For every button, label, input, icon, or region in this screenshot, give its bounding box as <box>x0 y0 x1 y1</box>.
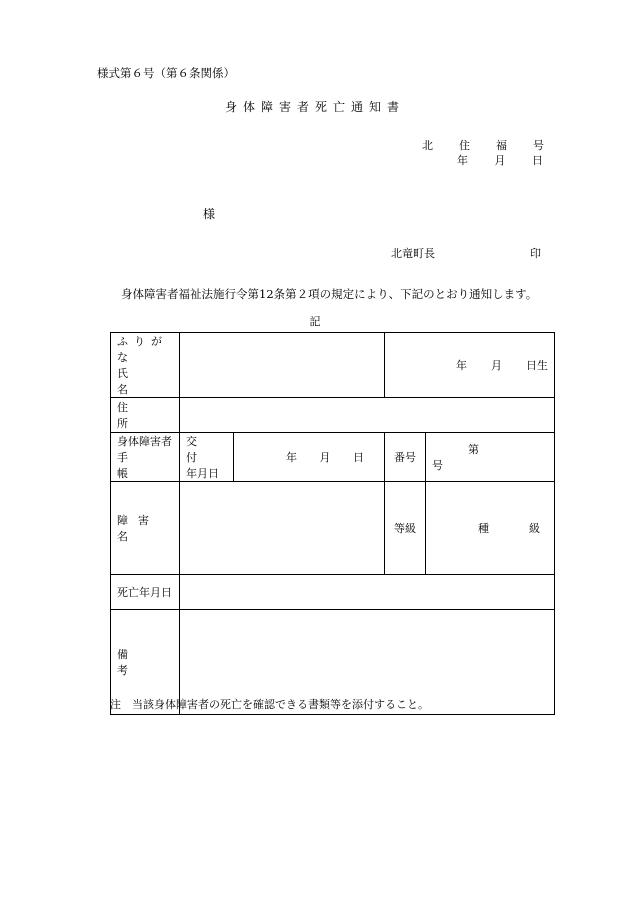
disability-label-cell <box>111 482 180 575</box>
form-number: 様式第６号（第６条関係） <box>97 66 235 80</box>
sender-name: 北竜町長 <box>391 247 435 260</box>
addressee-suffix: 様 <box>203 207 216 221</box>
furigana-text: ふりがな <box>117 335 168 364</box>
doc-number-part: 福 <box>496 139 507 152</box>
name-label-cell <box>111 333 180 398</box>
address-label: 住所 <box>117 401 154 430</box>
death-date-field[interactable] <box>180 575 555 610</box>
issue-day-label: 日 <box>353 451 364 464</box>
address-field[interactable] <box>180 398 555 433</box>
table-row <box>111 482 555 575</box>
remarks-label: 備考 <box>117 648 156 677</box>
number-field[interactable] <box>426 433 555 482</box>
number-label: 番号 <box>394 451 416 464</box>
seal-mark: 印 <box>530 247 541 260</box>
issue-label-1: 交付 <box>186 435 207 464</box>
table-row <box>111 433 555 482</box>
issue-month-label: 月 <box>319 451 331 464</box>
disability-field[interactable] <box>180 482 385 575</box>
handbook-label-cell <box>111 433 180 482</box>
doc-number-part: 号 <box>533 139 544 152</box>
doc-number-part: 北 <box>422 139 433 152</box>
death-date-label: 死亡年月日 <box>117 586 172 599</box>
notification-table <box>110 332 555 715</box>
grade-type-label: 種 <box>478 522 489 535</box>
table-row <box>111 333 555 398</box>
birth-date-field[interactable] <box>385 333 555 398</box>
date-year-label: 年 <box>457 154 468 167</box>
number-prefix: 第 <box>468 443 479 456</box>
grade-label: 等級 <box>394 522 416 535</box>
disability-label: 障害名 <box>117 514 159 543</box>
number-label-cell <box>385 433 426 482</box>
name-text: 氏名 <box>117 367 156 396</box>
table-row <box>111 398 555 433</box>
handbook-label-2: 手帳 <box>117 451 156 480</box>
death-date-label-cell <box>111 575 180 610</box>
name-field[interactable] <box>180 333 385 398</box>
document-title: 身体障害者死亡通知書 <box>224 100 405 114</box>
issue-date-field[interactable] <box>234 433 385 482</box>
table-row <box>111 575 555 610</box>
birth-year-label: 年 <box>456 359 467 372</box>
grade-level-label: 級 <box>529 522 540 535</box>
issue-year-label: 年 <box>286 451 297 464</box>
furigana-label <box>117 333 173 365</box>
ki-heading: 記 <box>309 315 321 328</box>
date-day-label: 日 <box>532 154 543 167</box>
body-text: 身体障害者福祉法施行令第12条第２項の規定により、下記のとおり通知します。 <box>121 287 538 301</box>
number-suffix: 号 <box>432 459 443 472</box>
grade-label-cell <box>385 482 426 575</box>
name-label <box>117 365 173 397</box>
footnote: 注 当該身体障害者の死亡を確認できる書類等を添付すること。 <box>110 698 429 711</box>
document-number <box>422 137 544 153</box>
doc-number-part: 住 <box>459 139 470 152</box>
handbook-label-1: 身体障害者 <box>117 435 172 448</box>
date-month-label: 月 <box>494 154 506 167</box>
issue-label-cell <box>180 433 234 482</box>
issue-label-2: 年月日 <box>186 467 219 480</box>
issue-date-line <box>457 152 543 168</box>
birth-day-label: 日生 <box>526 359 548 372</box>
grade-field[interactable] <box>426 482 555 575</box>
birth-month-label: 月 <box>491 359 502 372</box>
address-label-cell <box>111 398 180 433</box>
